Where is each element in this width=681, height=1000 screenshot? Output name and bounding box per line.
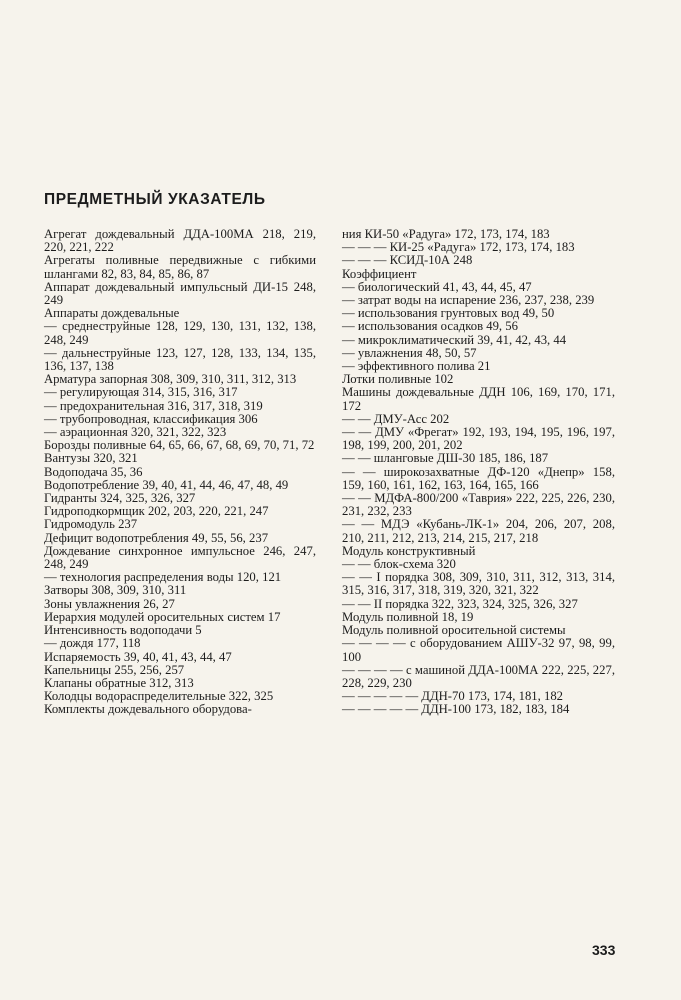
index-entry: Арматура запорная 308, 309, 310, 311, 312, 313	[44, 372, 297, 387]
index-entry: Зоны увлажнения 26, 27	[44, 596, 175, 611]
index-entry: — предохранительная 316, 317, 318, 319	[44, 398, 263, 413]
index-entry: Лотки поливные 102	[342, 372, 454, 387]
index-entry: — технология распределения воды 120, 121	[44, 570, 282, 585]
index-entry: — — ДМУ «Фрегат» 192, 193, 194, 195, 196, 197, 198, 199, 200, 201, 202	[342, 425, 615, 453]
index-entry: Комплекты дождевального оборудова-	[44, 702, 252, 717]
index-entry: Водопотребление 39, 40, 41, 44, 46, 47, 48, 49	[44, 477, 289, 492]
index-entry: ния КИ-50 «Радуга» 172, 173, 174, 183	[342, 227, 550, 241]
index-entry: — эффективного полива 21	[342, 359, 491, 374]
index-entry: — — I порядка 308, 309, 310, 311, 312, 313, 314, 315, 316, 317, 318, 319, 320, 321, 322	[342, 570, 615, 598]
index-entry: Агрегат дождевальный ДДА-100МА 218, 219, 220, 221, 222	[44, 227, 316, 255]
index-entry: — использования грунтовых вод 49, 50	[342, 306, 555, 321]
index-entry: — трубопроводная, классификация 306	[44, 411, 258, 426]
index-entry: Коэффициент	[342, 266, 417, 281]
index-entry: Затворы 308, 309, 310, 311	[44, 583, 187, 598]
index-entry: — регулирующая 314, 315, 316, 317	[44, 385, 238, 400]
index-entry: — дальнеструйные 123, 127, 128, 133, 134, 135, 136, 137, 138	[44, 345, 316, 374]
index-entry: — — — КСИД-10А 248	[342, 253, 473, 268]
index-entry: Гидромодуль 237	[44, 517, 138, 532]
index-entry: — увлажнения 48, 50, 57	[342, 345, 477, 360]
index-column-right	[342, 228, 615, 717]
page-number: 333	[592, 942, 616, 958]
index-entry: — — — — — ДДН-100 173, 182, 183, 184	[342, 702, 570, 717]
index-entry: Аппарат дождевальный импульсный ДИ-15 248, 249	[44, 279, 316, 308]
index-entry: Водоподача 35, 36	[44, 464, 143, 479]
index-entry: Гидроподкормщик 202, 203, 220, 221, 247	[44, 504, 269, 519]
index-entry: — дождя 177, 118	[44, 636, 141, 651]
index-entry: — аэрационная 320, 321, 322, 323	[44, 425, 227, 440]
index-entry: Капельницы 255, 256, 257	[44, 662, 185, 677]
index-entry: Аппараты дождевальные	[44, 306, 180, 321]
index-entry: — — — — с машиной ДДА-100МА 222, 225, 227, 228, 229, 230	[342, 662, 615, 690]
page-title: ПРЕДМЕТНЫЙ УКАЗАТЕЛЬ	[44, 191, 266, 208]
index-entry: — микроклиматический 39, 41, 42, 43, 44	[342, 332, 567, 347]
index-entry: — — — КИ-25 «Радуга» 172, 173, 174, 183	[342, 240, 575, 255]
index-entry: — — — — — ДДН-70 173, 174, 181, 182	[342, 689, 564, 704]
index-entry: Клапаны обратные 312, 313	[44, 675, 194, 690]
index-entry: Агрегаты поливные передвижные с гибкими шлангами 82, 83, 84, 85, 86, 87	[44, 253, 316, 281]
index-entry: Дефицит водопотребления 49, 55, 56, 237	[44, 530, 269, 545]
index-entry: Модуль конструктивный	[342, 543, 476, 558]
index-entry: — среднеструйные 128, 129, 130, 131, 132, 138, 248, 249	[44, 319, 316, 347]
index-entry: Дождевание синхронное импульсное 246, 247, 248, 249	[44, 543, 316, 572]
index-entry: — — блок-схема 320	[342, 557, 456, 572]
index-entry: — использования осадков 49, 56	[342, 319, 518, 334]
index-entry: Вантузы 320, 321	[44, 451, 138, 466]
index-entry: — — МДЭ «Кубань-ЛК-1» 204, 206, 207, 208, 210, 211, 212, 213, 214, 215, 217, 218	[342, 517, 615, 545]
index-entry: — затрат воды на испарение 236, 237, 238, 239	[342, 293, 595, 308]
index-entry: Модуль поливной оросительной системы	[342, 623, 566, 638]
index-entry: Модуль поливной 18, 19	[342, 609, 474, 624]
index-entry: — — широкозахватные ДФ-120 «Днепр» 158, 159, 160, 161, 162, 163, 164, 165, 166	[342, 464, 615, 492]
index-column-left	[44, 228, 316, 717]
index-entry: Интенсивность водоподачи 5	[44, 623, 202, 638]
index-entry: Машины дождевальные ДДН 106, 169, 170, 171, 172	[342, 385, 615, 413]
index-entry: Испаряемость 39, 40, 41, 43, 44, 47	[44, 649, 232, 664]
index-entry: — — шланговые ДШ-30 185, 186, 187	[342, 451, 549, 466]
index-entry: — — — — с оборудованием АШУ-32 97, 98, 99, 100	[342, 636, 615, 664]
index-entry: — — ДМУ-Асс 202	[342, 411, 450, 426]
index-entry: Иерархия модулей оросительных систем 17	[44, 609, 281, 624]
index-entry: — — МДФА-800/200 «Таврия» 222, 225, 226, 230, 231, 232, 233	[342, 491, 615, 519]
index-entry: Борозды поливные 64, 65, 66, 67, 68, 69, 70, 71, 72	[44, 438, 315, 453]
index-entry: Гидранты 324, 325, 326, 327	[44, 491, 196, 506]
index-entry: Колодцы водораспределительные 322, 325	[44, 689, 274, 704]
index-entry: — — II порядка 322, 323, 324, 325, 326, 327	[342, 596, 578, 611]
index-entry: — биологический 41, 43, 44, 45, 47	[342, 279, 532, 294]
